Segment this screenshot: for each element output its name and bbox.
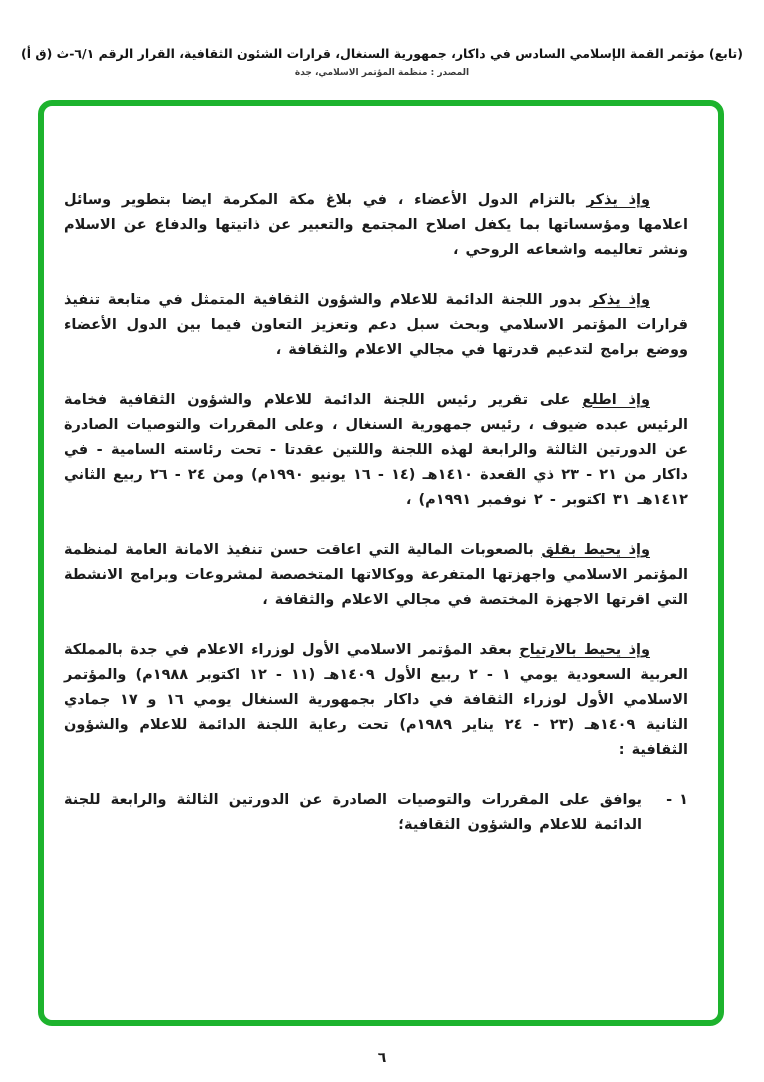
paragraph-text: على تقرير رئيس اللجنة الدائمة للاعلام والشؤون الثقافية فخامة الرئيس عبده ضيوف ، رئيس جمهورية السنغال ، وعلى المقررات والتوصيات الصادرة عن الدورتين الثالثة والرابعة لهذه اللجنة واللتين عقدتا - تحت رئاسته السامية - في داكار من ٢١ - ٢٣ ذي القعدة ١٤١٠هـ (١٤ - ١٦ يونيو ١٩٩٠م) ومن ٢٤ - ٢٦ ربيع الثاني ١٤١٢هـ ٣١ اكتوبر - ٢ نوفمبر ١٩٩١م) ، — [64, 392, 688, 508]
document-source-line: المصدر : منظمة المؤتمر الاسلامي، جدة — [294, 68, 470, 78]
paragraph — [64, 538, 688, 613]
item-number: ١ - — [666, 792, 688, 808]
page-number: ٦ — [377, 1050, 387, 1066]
paragraph-lead: وإذ اطلع — [582, 392, 650, 408]
paragraph-text: بدور اللجنة الدائمة للاعلام والشؤون الثقافية المتمثل في متابعة تنفيذ قرارات المؤتمر الاسلامي وبحث سبل دعم وتعزيز التعاون فيما بين الدول الأعضاء ووضع برامج لتدعيم قدرتها في مجالي الاعلام والثقافة ، — [64, 292, 688, 358]
numbered-item — [64, 788, 688, 838]
paragraph-text: بعقد المؤتمر الاسلامي الأول لوزراء الاعلام في جدة بالمملكة العربية السعودية يومي ١ - ٢ ربيع الأول ١٤٠٩هـ (١١ - ١٢ اكتوبر ١٩٨٨م) والمؤتمر الاسلامي الأول لوزراء الثقافة في داكار بجمهورية السنغال يومي ١٦ و ١٧ جمادي الثانية ١٤٠٩هـ (٢٣ - ٢٤ يناير ١٩٨٩م) تحت رعاية اللجنة الدائمة للاعلام والشؤون الثقافية : — [64, 642, 689, 758]
item-text: يوافق على المقررات والتوصيات الصادرة عن الدورتين الثالثة والرابعة للجنة الدائمة للاعلام والشؤون الثقافية؛ — [64, 792, 642, 833]
paragraph-lead: وإذ يذكر — [589, 292, 650, 308]
document-header-title: (تابع) مؤتمر القمة الإسلامي السادس في داكار، جمهورية السنغال، قرارات الشئون الثقافية، القرار الرقم ٦/١-ث (ق أ) — [21, 46, 743, 61]
document-header — [0, 46, 764, 78]
paragraph-lead: وإذ يحيط بالارتياح — [519, 642, 650, 658]
paragraph — [64, 388, 688, 513]
paragraph — [64, 638, 688, 763]
document-body — [64, 188, 688, 838]
paragraph-lead: وإذ يحيط بقلق — [541, 542, 650, 558]
paragraph — [64, 188, 688, 263]
paragraph-text: بالتزام الدول الأعضاء ، في بلاغ مكة المكرمة ايضا بتطوير وسائل اعلامها ومؤسساتها بما يكفل اصلاح المجتمع والتعبير عن ذاتيتها والدفاع عن الاسلام ونشر تعاليمه واشعاعه الروحي ، — [64, 192, 688, 258]
paragraph — [64, 288, 688, 363]
paragraph-text: بالصعوبات المالية التي اعاقت حسن تنفيذ الامانة العامة لمنظمة المؤتمر الاسلامي واجهزتها المتفرعة ووكالاتها المتخصصة لمشروعات وبرامج الانشطة التي اقرتها الاجهزة المختصة في مجالي الاعلام والثقافة ، — [64, 542, 688, 608]
paragraph-lead: وإذ يذكر — [586, 192, 650, 208]
